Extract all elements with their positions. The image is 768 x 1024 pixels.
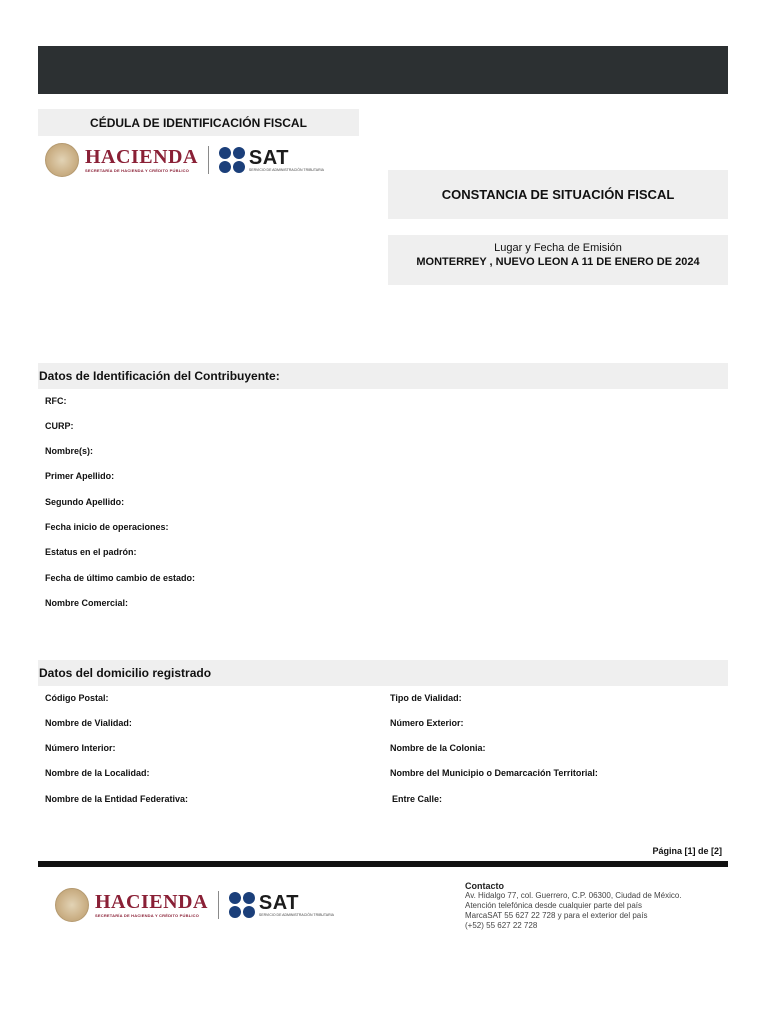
field-fecha-inicio: Fecha inicio de operaciones:	[45, 522, 169, 532]
field-nombre-comercial: Nombre Comercial:	[45, 598, 129, 608]
logo-divider	[218, 891, 219, 919]
identificacion-section-title: Datos de Identificación del Contribuyente:	[38, 363, 728, 389]
field-numero-interior: Número Interior:	[45, 743, 116, 753]
field-tipo-vialidad: Tipo de Vialidad:	[390, 693, 462, 703]
field-codigo-postal: Código Postal:	[45, 693, 109, 703]
field-entre-calle: Entre Calle:	[392, 794, 443, 804]
footer-bar	[38, 861, 728, 867]
mexico-seal-icon	[55, 888, 89, 922]
contact-line: Av. Hidalgo 77, col. Guerrero, C.P. 06300, Ciudad de México.	[465, 891, 682, 900]
footer-logos	[55, 888, 334, 922]
contact-block	[465, 881, 682, 931]
emission-box	[388, 235, 728, 285]
contact-line: MarcaSAT 55 627 22 728 y para el exterior del país	[465, 911, 648, 920]
sat-sub: SERVICIO DE ADMINISTRACIÓN TRIBUTARIA	[248, 167, 324, 172]
hacienda-logo	[95, 892, 208, 918]
sat-logo	[259, 893, 334, 918]
field-fecha-cambio: Fecha de último cambio de estado:	[45, 573, 196, 583]
field-colonia: Nombre de la Colonia:	[390, 743, 486, 753]
field-entidad-federativa: Nombre de la Entidad Federativa:	[45, 794, 189, 804]
hacienda-logo	[85, 147, 198, 173]
emission-value: MONTERREY , NUEVO LEON A 11 DE ENERO DE 2024	[416, 256, 700, 268]
field-curp: CURP:	[45, 421, 74, 431]
field-municipio: Nombre del Municipio o Demarcación Territorial:	[390, 768, 598, 778]
sat-sub: SERVICIO DE ADMINISTRACIÓN TRIBUTARIA	[258, 912, 334, 917]
main-title: CONSTANCIA DE SITUACIÓN FISCAL	[388, 170, 728, 219]
field-nombre-vialidad: Nombre de Vialidad:	[45, 718, 132, 728]
sat-word: SAT	[258, 891, 299, 914]
field-localidad: Nombre de la Localidad:	[45, 768, 150, 778]
sat-word: SAT	[248, 146, 289, 169]
contact-line: Atención telefónica desde cualquier parte del país	[465, 901, 643, 910]
hacienda-sub: SECRETARÍA DE HACIENDA Y CRÉDITO PÚBLICO	[85, 168, 190, 173]
hacienda-word: HACIENDA	[95, 891, 208, 913]
logo-divider	[208, 146, 209, 174]
field-nombres: Nombre(s):	[45, 446, 94, 456]
sat-dots-icon	[229, 892, 255, 918]
hacienda-sub: SECRETARÍA DE HACIENDA Y CRÉDITO PÚBLICO	[95, 913, 200, 918]
header-logos	[45, 143, 324, 177]
field-estatus-padron: Estatus en el padrón:	[45, 547, 137, 557]
sat-logo	[249, 148, 324, 173]
contact-title: Contacto	[465, 881, 504, 891]
header-bar	[38, 46, 728, 94]
domicilio-section-title: Datos del domicilio registrado	[38, 660, 728, 686]
field-rfc: RFC:	[45, 396, 67, 406]
emission-label: Lugar y Fecha de Emisión	[494, 242, 622, 254]
mexico-seal-icon	[45, 143, 79, 177]
sat-dots-icon	[219, 147, 245, 173]
field-segundo-apellido: Segundo Apellido:	[45, 497, 125, 507]
field-primer-apellido: Primer Apellido:	[45, 471, 115, 481]
page-number: Página [1] de [2]	[652, 846, 722, 856]
field-numero-exterior: Número Exterior:	[390, 718, 464, 728]
hacienda-word: HACIENDA	[85, 146, 198, 168]
cedula-title: CÉDULA DE IDENTIFICACIÓN FISCAL	[38, 109, 359, 136]
contact-line: (+52) 55 627 22 728	[465, 921, 538, 930]
